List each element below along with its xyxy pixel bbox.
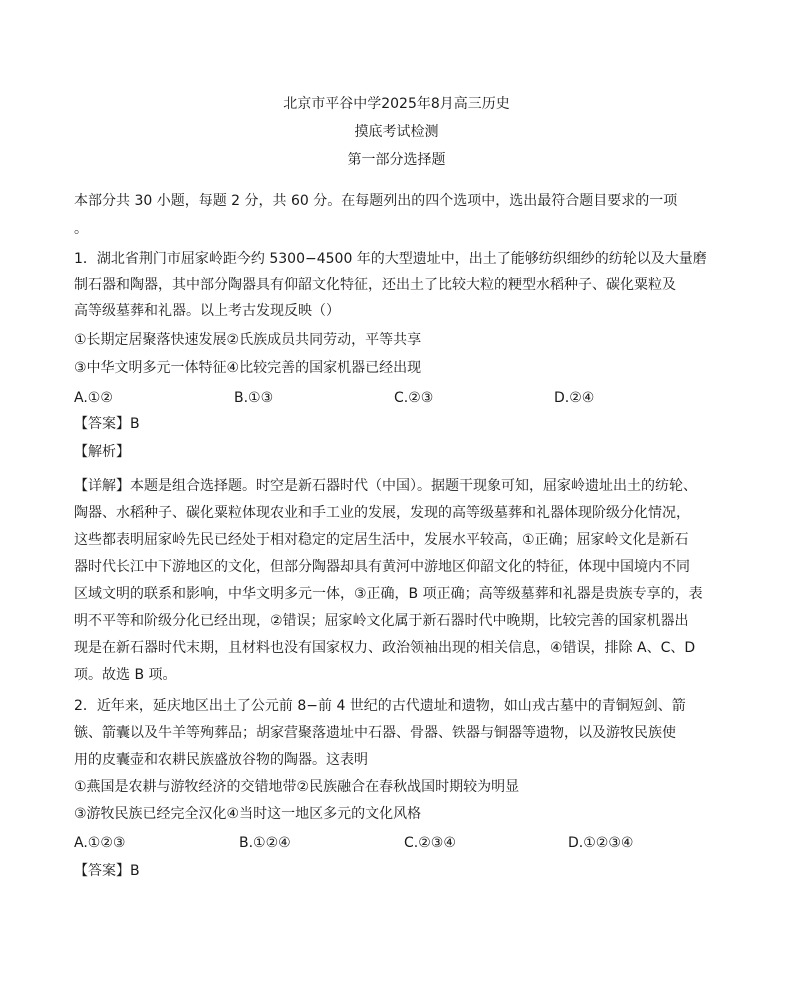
question-2-statement: ①燕国是农耕与游牧经济的交错地带②民族融合在春秋战国时期较为明显 bbox=[74, 779, 520, 795]
question-1-stem: 高等级墓葬和礼器。以上考古发现反映（） bbox=[74, 303, 340, 319]
document-subtitle: 摸底考试检测 bbox=[354, 124, 439, 140]
question-1-option-c: C.②③ bbox=[394, 390, 434, 406]
question-1-detail: 器时代长江中下游地区的文化，但部分陶器却具有黄河中游地区仰韶文化的特征，体现中国境内不同 bbox=[74, 559, 690, 575]
question-1-detail: 现是在新石器时代末期，且材料也没有国家权力、政治领袖出现的相关信息，④错误，排除 A、C、D bbox=[74, 640, 696, 656]
question-1-detail: 陶器、水稻种子、碳化粟粒体现农业和手工业的发展，发现的高等级墓葬和礼器体现阶级分化情况， bbox=[74, 505, 690, 521]
question-2-option-b: B.①②④ bbox=[239, 835, 291, 851]
question-1-option-b: B.①③ bbox=[234, 390, 274, 406]
question-1-stem: 1．湖北省荆门市屈家岭距今约 5300−4500 年的大型遗址中，出土了能够纺织细纱的纺轮以及大量磨 bbox=[74, 251, 707, 267]
question-1-detail: 项。故选 B 项。 bbox=[74, 667, 177, 683]
question-1-option-d: D.②④ bbox=[554, 390, 595, 406]
question-2-option-c: C.②③④ bbox=[404, 835, 456, 851]
question-1-detail: 【详解】本题是组合选择题。时空是新石器时代（中国）。据题干现象可知，屈家岭遗址出土的纺轮、 bbox=[74, 478, 697, 494]
question-1-stem: 制石器和陶器，其中部分陶器具有仰韶文化特征，还出土了比较大粒的粳型水稻种子、碳化粟粒及 bbox=[74, 277, 676, 293]
question-1-statement: ①长期定居聚落快速发展②氏族成员共同劳动，平等共享 bbox=[74, 332, 422, 348]
question-2-stem: 用的皮囊壶和农耕民族盛放谷物的陶器。这表明 bbox=[74, 752, 368, 768]
question-1-answer: 【答案】B bbox=[74, 416, 140, 432]
question-2-stem: 2．近年来，延庆地区出土了公元前 8−前 4 世纪的古代遗址和遗物，如山戎古墓中的青铜短剑、箭 bbox=[74, 698, 686, 714]
section-heading: 第一部分选择题 bbox=[347, 152, 446, 168]
intro-line: 。 bbox=[74, 221, 88, 237]
question-1-detail: 明不平等和阶级分化已经出现，②错误；屈家岭文化属于新石器时代中晚期，比较完善的国家机器出 bbox=[74, 613, 689, 629]
question-1-analysis-label: 【解析】 bbox=[74, 444, 130, 460]
question-2-option-a: A.①②③ bbox=[74, 835, 126, 851]
question-1-statement: ③中华文明多元一体特征④比较完善的国家机器已经出现 bbox=[74, 360, 422, 376]
question-2-answer: 【答案】B bbox=[74, 863, 140, 879]
question-1-detail: 这些都表明屈家岭先民已经处于相对稳定的定居生活中，发展水平较高，①正确；屈家岭文化是新石 bbox=[74, 532, 689, 548]
question-1-detail: 区域文明的联系和影响，中华文明多元一体，③正确，B 项正确；高等级墓葬和礼器是贵族专享的，表 bbox=[74, 586, 703, 602]
question-2-option-d: D.①②③④ bbox=[568, 835, 634, 851]
question-2-stem: 镞、箭囊以及牛羊等殉葬品；胡家营聚落遗址中石器、骨器、铁器与铜器等遗物，以及游牧民族使 bbox=[74, 725, 676, 741]
document-title: 北京市平谷中学2025年8月高三历史 bbox=[283, 96, 510, 112]
question-1-option-a: A.①② bbox=[74, 390, 113, 406]
question-2-statement: ③游牧民族已经完全汉化④当时这一地区多元的文化风格 bbox=[74, 806, 422, 822]
intro-line: 本部分共 30 小题，每题 2 分，共 60 分。在每题列出的四个选项中，选出最符合题目要求的一项 bbox=[74, 193, 678, 209]
